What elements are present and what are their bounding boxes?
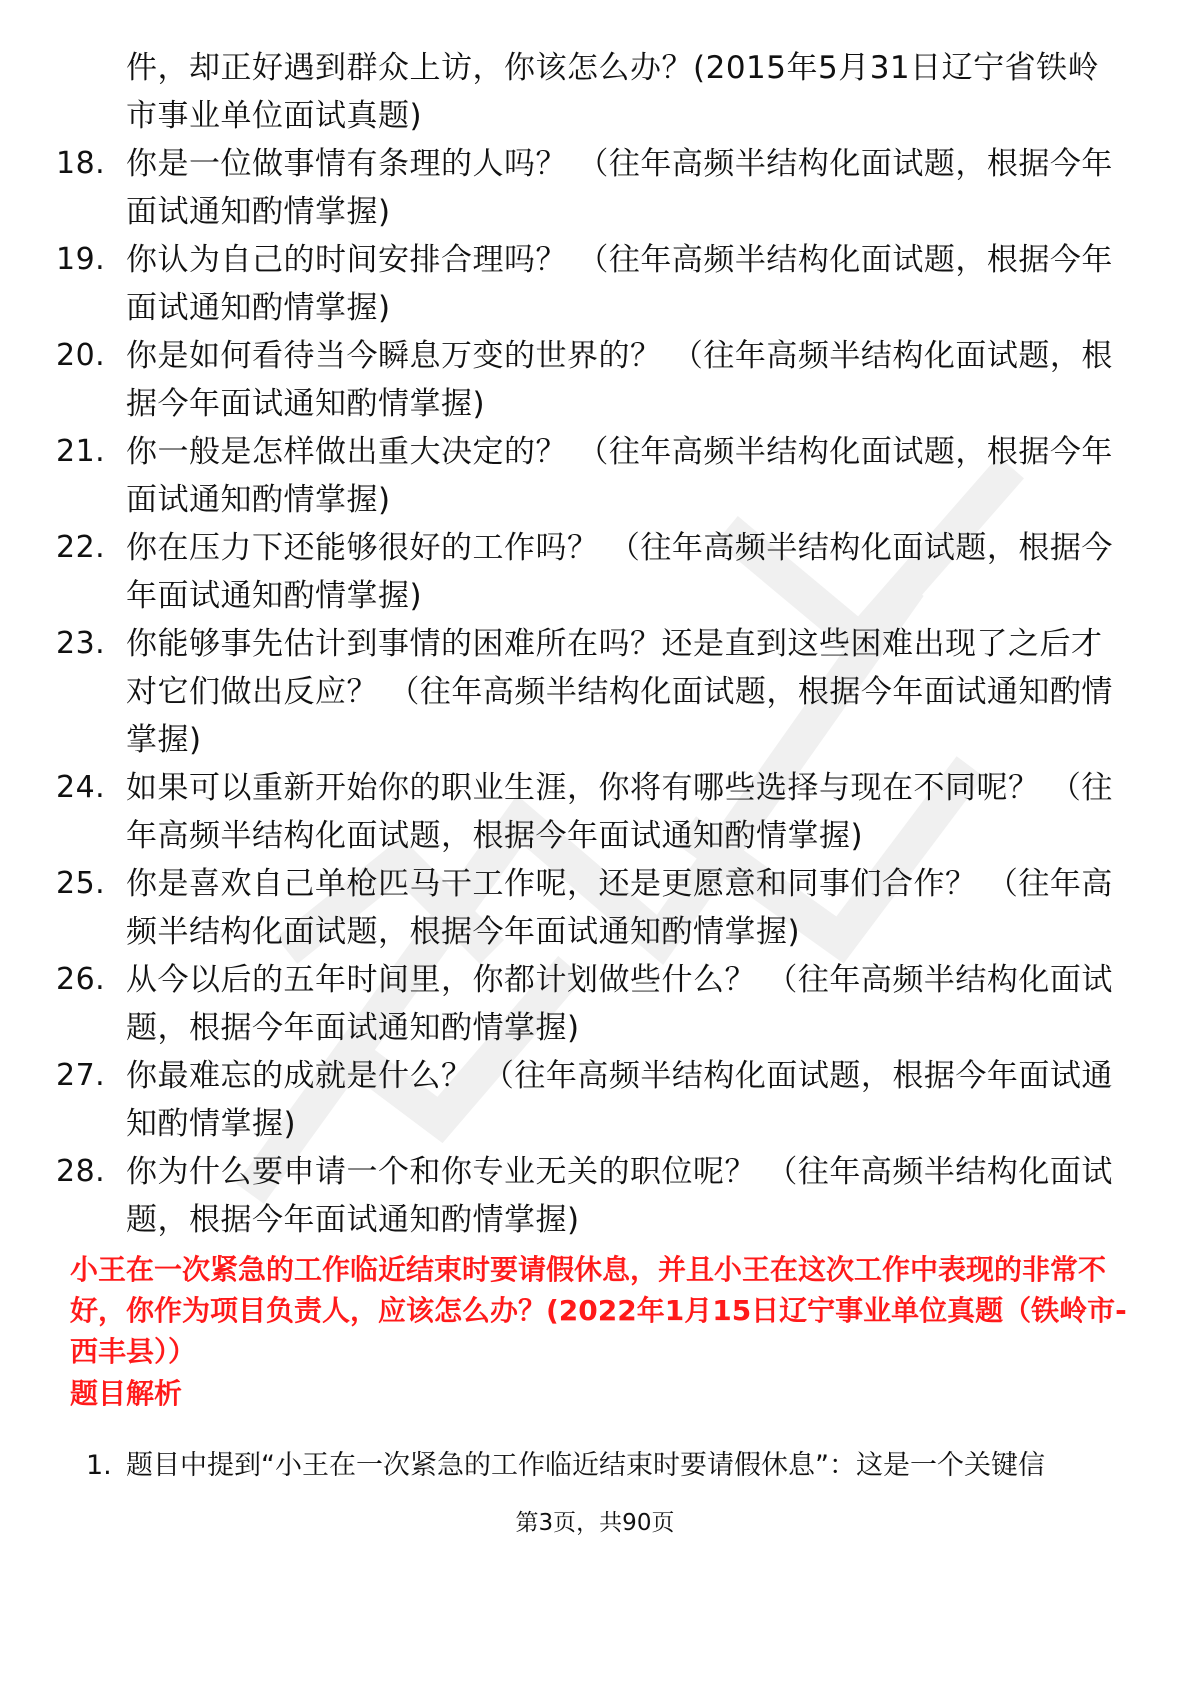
- question-text: 你是喜欢自己单枪匹马干工作呢，还是更愿意和同事们合作？ （往年高频半结构化面试题，根据今年面试通知酌情掌握): [126, 866, 1113, 950]
- question-number: 20.: [56, 338, 106, 373]
- question-number: 22.: [56, 530, 106, 565]
- question-number: 19.: [56, 242, 106, 277]
- question-text: 你最难忘的成就是什么？ （往年高频半结构化面试题，根据今年面试通知酌情掌握): [126, 1058, 1113, 1142]
- question-number: 21.: [56, 434, 106, 469]
- question-number: 23.: [56, 626, 106, 661]
- question-text: 你一般是怎样做出重大决定的？ （往年高频半结构化面试题，根据今年面试通知酌情掌握): [126, 434, 1113, 518]
- highlight-question: 小王在一次紧急的工作临近结束时要请假休息，并且小王在这次工作中表现的非常不好，你作为项目负责人，应该怎么办？(2022年1月15日辽宁事业单位真题（铁岭市-西丰县））: [70, 1253, 1127, 1368]
- question-text: 件，却正好遇到群众上访，你该怎么办？(2015年5月31日辽宁省铁岭市事业单位面试真题): [126, 50, 1100, 134]
- page-number-footer: 第3页，共90页: [515, 1510, 675, 1536]
- question-text: 你认为自己的时间安排合理吗？ （往年高频半结构化面试题，根据今年面试通知酌情掌握): [126, 242, 1113, 326]
- question-text: 如果可以重新开始你的职业生涯，你将有哪些选择与现在不同呢？ （往年高频半结构化面试题，根据今年面试通知酌情掌握): [126, 770, 1113, 854]
- question-text: 你能够事先估计到事情的困难所在吗？还是直到这些困难出现了之后才对它们做出反应？ （往年高频半结构化面试题，根据今年面试通知酌情掌握): [126, 626, 1113, 758]
- question-text: 你为什么要申请一个和你专业无关的职位呢？ （往年高频半结构化面试题，根据今年面试通知酌情掌握): [126, 1154, 1113, 1238]
- question-number: 27.: [56, 1058, 106, 1093]
- question-number: 25.: [56, 866, 106, 901]
- question-text: 从今以后的五年时间里，你都计划做些什么？ （往年高频半结构化面试题，根据今年面试通知酌情掌握): [126, 962, 1113, 1046]
- question-text: 你在压力下还能够很好的工作吗？ （往年高频半结构化面试题，根据今年面试通知酌情掌握): [126, 530, 1113, 614]
- question-text: 你是一位做事情有条理的人吗？ （往年高频半结构化面试题，根据今年面试通知酌情掌握): [126, 146, 1113, 230]
- analysis-text: 题目中提到“小王在一次紧急的工作临近结束时要请假休息”：这是一个关键信: [126, 1450, 1045, 1481]
- question-text: 你是如何看待当今瞬息万变的世界的？ （往年高频半结构化面试题，根据今年面试通知酌情掌握): [126, 338, 1113, 422]
- question-number: 26.: [56, 962, 106, 997]
- question-number: 28.: [56, 1154, 106, 1189]
- section-title: 题目解析: [70, 1377, 183, 1410]
- question-number: 18.: [56, 146, 106, 181]
- question-number: 24.: [56, 770, 106, 805]
- analysis-number: 1.: [86, 1450, 112, 1481]
